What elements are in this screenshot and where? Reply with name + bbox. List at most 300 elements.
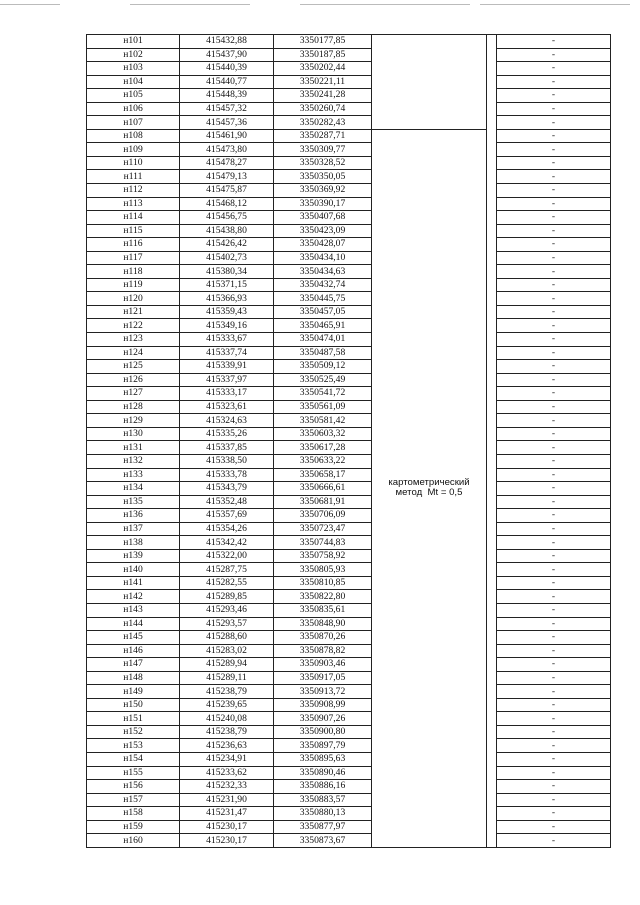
table-row (87, 89, 611, 103)
y-coordinate-cell: 3350890,46 (274, 766, 372, 780)
table-row (87, 725, 611, 739)
dash-cell: - (497, 671, 611, 685)
dash-cell: - (497, 536, 611, 550)
dash-cell: - (497, 590, 611, 604)
table-row (87, 414, 611, 428)
table-row (87, 319, 611, 333)
dash-cell: - (497, 224, 611, 238)
dash-cell: - (497, 48, 611, 62)
dash-cell: - (497, 75, 611, 89)
point-id-cell: н139 (87, 549, 180, 563)
dash-cell: - (497, 387, 611, 401)
y-coordinate-cell: 3350723,47 (274, 522, 372, 536)
dash-cell: - (497, 102, 611, 116)
dash-cell: - (497, 89, 611, 103)
x-coordinate-cell: 415354,26 (180, 522, 274, 536)
dash-cell: - (497, 251, 611, 265)
x-coordinate-cell: 415371,15 (180, 278, 274, 292)
table-row (87, 400, 611, 414)
table-row (87, 576, 611, 590)
table-row (87, 603, 611, 617)
table-row (87, 685, 611, 699)
x-coordinate-cell: 415440,77 (180, 75, 274, 89)
y-coordinate-cell: 3350810,85 (274, 576, 372, 590)
x-coordinate-cell: 415234,91 (180, 752, 274, 766)
y-coordinate-cell: 3350835,61 (274, 603, 372, 617)
x-coordinate-cell: 415461,90 (180, 129, 274, 143)
point-id-cell: н104 (87, 75, 180, 89)
x-coordinate-cell: 415293,57 (180, 617, 274, 631)
x-coordinate-cell: 415233,62 (180, 766, 274, 780)
point-id-cell: н159 (87, 820, 180, 834)
point-id-cell: н119 (87, 278, 180, 292)
point-id-cell: н117 (87, 251, 180, 265)
point-id-cell: н155 (87, 766, 180, 780)
y-coordinate-cell: 3350369,92 (274, 184, 372, 198)
accuracy-label: метод Mt = 0,5 (395, 487, 463, 499)
table-row (87, 360, 611, 374)
y-coordinate-cell: 3350457,05 (274, 305, 372, 319)
x-coordinate-cell: 415426,42 (180, 238, 274, 252)
scan-top-edge (0, 4, 640, 6)
table-row (87, 305, 611, 319)
y-coordinate-cell: 3350474,01 (274, 333, 372, 347)
x-coordinate-cell: 415230,17 (180, 834, 274, 848)
table-row (87, 35, 611, 49)
y-coordinate-cell: 3350177,85 (274, 35, 372, 49)
method-cell-empty (372, 35, 487, 130)
dash-cell: - (497, 278, 611, 292)
y-coordinate-cell: 3350282,43 (274, 116, 372, 130)
point-id-cell: н136 (87, 509, 180, 523)
table-row (87, 563, 611, 577)
dash-cell: - (497, 441, 611, 455)
y-coordinate-cell: 3350805,93 (274, 563, 372, 577)
point-id-cell: н125 (87, 360, 180, 374)
y-coordinate-cell: 3350434,63 (274, 265, 372, 279)
table-row (87, 427, 611, 441)
table-row (87, 184, 611, 198)
point-id-cell: н118 (87, 265, 180, 279)
point-id-cell: н108 (87, 129, 180, 143)
y-coordinate-cell: 3350432,74 (274, 278, 372, 292)
y-coordinate-cell: 3350260,74 (274, 102, 372, 116)
dash-cell: - (497, 197, 611, 211)
dash-cell: - (497, 820, 611, 834)
x-coordinate-cell: 415293,46 (180, 603, 274, 617)
dash-cell: - (497, 766, 611, 780)
point-id-cell: н135 (87, 495, 180, 509)
point-id-cell: н112 (87, 184, 180, 198)
y-coordinate-cell: 3350917,05 (274, 671, 372, 685)
dash-cell: - (497, 116, 611, 130)
dash-cell: - (497, 658, 611, 672)
point-id-cell: н124 (87, 346, 180, 360)
y-coordinate-cell: 3350407,68 (274, 211, 372, 225)
y-coordinate-cell: 3350509,12 (274, 360, 372, 374)
y-coordinate-cell: 3350561,09 (274, 400, 372, 414)
y-coordinate-cell: 3350908,99 (274, 698, 372, 712)
x-coordinate-cell: 415475,87 (180, 184, 274, 198)
point-id-cell: н113 (87, 197, 180, 211)
y-coordinate-cell: 3350744,83 (274, 536, 372, 550)
dash-cell: - (497, 346, 611, 360)
point-id-cell: н153 (87, 739, 180, 753)
point-id-cell: н107 (87, 116, 180, 130)
y-coordinate-cell: 3350883,57 (274, 793, 372, 807)
y-coordinate-cell: 3350603,32 (274, 427, 372, 441)
y-coordinate-cell: 3350309,77 (274, 143, 372, 157)
table-row (87, 265, 611, 279)
y-coordinate-cell: 3350873,67 (274, 834, 372, 848)
x-coordinate-cell: 415230,17 (180, 820, 274, 834)
table-row (87, 712, 611, 726)
point-id-cell: н114 (87, 211, 180, 225)
dash-cell: - (497, 468, 611, 482)
x-coordinate-cell: 415457,32 (180, 102, 274, 116)
table-row (87, 441, 611, 455)
table-row (87, 631, 611, 645)
dash-cell: - (497, 305, 611, 319)
table-row (87, 116, 611, 130)
table-row (87, 143, 611, 157)
point-id-cell: н103 (87, 62, 180, 76)
x-coordinate-cell: 415289,94 (180, 658, 274, 672)
point-id-cell: н123 (87, 333, 180, 347)
dash-cell: - (497, 319, 611, 333)
table-row (87, 333, 611, 347)
dash-cell: - (497, 360, 611, 374)
x-coordinate-cell: 415337,85 (180, 441, 274, 455)
y-coordinate-cell: 3350328,52 (274, 156, 372, 170)
table-row (87, 129, 611, 143)
y-coordinate-cell: 3350241,28 (274, 89, 372, 103)
dash-cell: - (497, 482, 611, 496)
table-row (87, 793, 611, 807)
dash-cell: - (497, 454, 611, 468)
table-row (87, 102, 611, 116)
y-coordinate-cell: 3350658,17 (274, 468, 372, 482)
point-id-cell: н140 (87, 563, 180, 577)
y-coordinate-cell: 3350581,42 (274, 414, 372, 428)
x-coordinate-cell: 415236,63 (180, 739, 274, 753)
x-coordinate-cell: 415349,16 (180, 319, 274, 333)
point-id-cell: н116 (87, 238, 180, 252)
dash-cell: - (497, 129, 611, 143)
dash-cell: - (497, 509, 611, 523)
point-id-cell: н121 (87, 305, 180, 319)
point-id-cell: н126 (87, 373, 180, 387)
x-coordinate-cell: 415238,79 (180, 725, 274, 739)
x-coordinate-cell: 415333,17 (180, 387, 274, 401)
x-coordinate-cell: 415432,88 (180, 35, 274, 49)
dash-cell: - (497, 373, 611, 387)
point-id-cell: н150 (87, 698, 180, 712)
x-coordinate-cell: 415231,90 (180, 793, 274, 807)
dash-cell: - (497, 685, 611, 699)
y-coordinate-cell: 3350895,63 (274, 752, 372, 766)
x-coordinate-cell: 415282,55 (180, 576, 274, 590)
point-id-cell: н110 (87, 156, 180, 170)
table-row (87, 752, 611, 766)
x-coordinate-cell: 415288,60 (180, 631, 274, 645)
point-id-cell: н111 (87, 170, 180, 184)
dash-cell: - (497, 807, 611, 821)
dash-cell: - (497, 631, 611, 645)
point-id-cell: н137 (87, 522, 180, 536)
x-coordinate-cell: 415339,91 (180, 360, 274, 374)
dash-cell: - (497, 265, 611, 279)
point-id-cell: н102 (87, 48, 180, 62)
dash-cell: - (497, 35, 611, 49)
table-row (87, 766, 611, 780)
point-id-cell: н109 (87, 143, 180, 157)
y-coordinate-cell: 3350434,10 (274, 251, 372, 265)
x-coordinate-cell: 415240,08 (180, 712, 274, 726)
dash-cell: - (497, 292, 611, 306)
point-id-cell: н138 (87, 536, 180, 550)
x-coordinate-cell: 415337,74 (180, 346, 274, 360)
y-coordinate-cell: 3350445,75 (274, 292, 372, 306)
x-coordinate-cell: 415456,75 (180, 211, 274, 225)
dash-cell: - (497, 414, 611, 428)
table-row (87, 834, 611, 848)
table-row (87, 387, 611, 401)
x-coordinate-cell: 415357,69 (180, 509, 274, 523)
table-row (87, 739, 611, 753)
y-coordinate-cell: 3350907,26 (274, 712, 372, 726)
dash-cell: - (497, 62, 611, 76)
y-coordinate-cell: 3350706,09 (274, 509, 372, 523)
x-coordinate-cell: 415468,12 (180, 197, 274, 211)
dash-cell: - (497, 495, 611, 509)
y-coordinate-cell: 3350390,17 (274, 197, 372, 211)
table-row (87, 211, 611, 225)
point-id-cell: н142 (87, 590, 180, 604)
dash-cell: - (497, 238, 611, 252)
point-id-cell: н146 (87, 644, 180, 658)
table-row (87, 224, 611, 238)
y-coordinate-cell: 3350633,22 (274, 454, 372, 468)
point-id-cell: н129 (87, 414, 180, 428)
column-gap (487, 35, 497, 848)
y-coordinate-cell: 3350221,11 (274, 75, 372, 89)
point-id-cell: н115 (87, 224, 180, 238)
y-coordinate-cell: 3350487,58 (274, 346, 372, 360)
x-coordinate-cell: 415238,79 (180, 685, 274, 699)
point-id-cell: н120 (87, 292, 180, 306)
x-coordinate-cell: 415338,50 (180, 454, 274, 468)
point-id-cell: н132 (87, 454, 180, 468)
dash-cell: - (497, 576, 611, 590)
table-row (87, 251, 611, 265)
table-row (87, 698, 611, 712)
x-coordinate-cell: 415337,97 (180, 373, 274, 387)
x-coordinate-cell: 415239,65 (180, 698, 274, 712)
x-coordinate-cell: 415448,39 (180, 89, 274, 103)
table-row (87, 549, 611, 563)
point-id-cell: н122 (87, 319, 180, 333)
dash-cell: - (497, 603, 611, 617)
y-coordinate-cell: 3350878,82 (274, 644, 372, 658)
y-coordinate-cell: 3350525,49 (274, 373, 372, 387)
point-id-cell: н130 (87, 427, 180, 441)
x-coordinate-cell: 415323,61 (180, 400, 274, 414)
dash-cell: - (497, 644, 611, 658)
table-row (87, 780, 611, 794)
point-id-cell: н144 (87, 617, 180, 631)
table-row (87, 170, 611, 184)
method-label: картометрический (388, 477, 470, 489)
point-id-cell: н127 (87, 387, 180, 401)
x-coordinate-cell: 415440,39 (180, 62, 274, 76)
dash-cell: - (497, 184, 611, 198)
dash-cell: - (497, 143, 611, 157)
point-id-cell: н143 (87, 603, 180, 617)
x-coordinate-cell: 415231,47 (180, 807, 274, 821)
dash-cell: - (497, 211, 611, 225)
y-coordinate-cell: 3350758,92 (274, 549, 372, 563)
x-coordinate-cell: 415289,11 (180, 671, 274, 685)
y-coordinate-cell: 3350202,44 (274, 62, 372, 76)
y-coordinate-cell: 3350187,85 (274, 48, 372, 62)
x-coordinate-cell: 415283,02 (180, 644, 274, 658)
point-id-cell: н160 (87, 834, 180, 848)
point-id-cell: н134 (87, 482, 180, 496)
x-coordinate-cell: 415359,43 (180, 305, 274, 319)
table-row (87, 48, 611, 62)
point-id-cell: н152 (87, 725, 180, 739)
point-id-cell: н141 (87, 576, 180, 590)
dash-cell: - (497, 780, 611, 794)
dash-cell: - (497, 725, 611, 739)
y-coordinate-cell: 3350617,28 (274, 441, 372, 455)
point-id-cell: н147 (87, 658, 180, 672)
y-coordinate-cell: 3350903,46 (274, 658, 372, 672)
x-coordinate-cell: 415438,80 (180, 224, 274, 238)
dash-cell: - (497, 563, 611, 577)
point-id-cell: н158 (87, 807, 180, 821)
y-coordinate-cell: 3350287,71 (274, 129, 372, 143)
point-id-cell: н101 (87, 35, 180, 49)
y-coordinate-cell: 3350886,16 (274, 780, 372, 794)
method-cell (372, 129, 487, 847)
point-id-cell: н149 (87, 685, 180, 699)
x-coordinate-cell: 415479,13 (180, 170, 274, 184)
table-row (87, 590, 611, 604)
y-coordinate-cell: 3350541,72 (274, 387, 372, 401)
x-coordinate-cell: 415333,78 (180, 468, 274, 482)
y-coordinate-cell: 3350870,26 (274, 631, 372, 645)
table-row (87, 346, 611, 360)
y-coordinate-cell: 3350423,09 (274, 224, 372, 238)
table-row (87, 495, 611, 509)
table-row (87, 482, 611, 496)
y-coordinate-cell: 3350428,07 (274, 238, 372, 252)
table-row (87, 509, 611, 523)
table-row (87, 617, 611, 631)
x-coordinate-cell: 415333,67 (180, 333, 274, 347)
y-coordinate-cell: 3350350,05 (274, 170, 372, 184)
dash-cell: - (497, 617, 611, 631)
point-id-cell: н157 (87, 793, 180, 807)
table-row (87, 292, 611, 306)
x-coordinate-cell: 415232,33 (180, 780, 274, 794)
dash-cell: - (497, 698, 611, 712)
coordinates-table-body (87, 35, 611, 848)
dash-cell: - (497, 333, 611, 347)
x-coordinate-cell: 415473,80 (180, 143, 274, 157)
dash-cell: - (497, 752, 611, 766)
table-row (87, 238, 611, 252)
table-row (87, 536, 611, 550)
x-coordinate-cell: 415366,93 (180, 292, 274, 306)
table-row (87, 373, 611, 387)
y-coordinate-cell: 3350877,97 (274, 820, 372, 834)
y-coordinate-cell: 3350880,13 (274, 807, 372, 821)
y-coordinate-cell: 3350666,61 (274, 482, 372, 496)
x-coordinate-cell: 415287,75 (180, 563, 274, 577)
table-row (87, 468, 611, 482)
x-coordinate-cell: 415457,36 (180, 116, 274, 130)
dash-cell: - (497, 712, 611, 726)
y-coordinate-cell: 3350465,91 (274, 319, 372, 333)
dash-cell: - (497, 793, 611, 807)
x-coordinate-cell: 415437,90 (180, 48, 274, 62)
point-id-cell: н106 (87, 102, 180, 116)
x-coordinate-cell: 415402,73 (180, 251, 274, 265)
dash-cell: - (497, 400, 611, 414)
point-id-cell: н151 (87, 712, 180, 726)
x-coordinate-cell: 415324,63 (180, 414, 274, 428)
y-coordinate-cell: 3350681,91 (274, 495, 372, 509)
x-coordinate-cell: 415343,79 (180, 482, 274, 496)
table-row (87, 820, 611, 834)
point-id-cell: н148 (87, 671, 180, 685)
y-coordinate-cell: 3350900,80 (274, 725, 372, 739)
point-id-cell: н154 (87, 752, 180, 766)
table-row (87, 644, 611, 658)
x-coordinate-cell: 415380,34 (180, 265, 274, 279)
dash-cell: - (497, 156, 611, 170)
coordinates-table (86, 34, 611, 848)
table-row (87, 62, 611, 76)
x-coordinate-cell: 415342,42 (180, 536, 274, 550)
y-coordinate-cell: 3350897,79 (274, 739, 372, 753)
point-id-cell: н105 (87, 89, 180, 103)
dash-cell: - (497, 427, 611, 441)
point-id-cell: н145 (87, 631, 180, 645)
dash-cell: - (497, 522, 611, 536)
table-row (87, 75, 611, 89)
point-id-cell: н133 (87, 468, 180, 482)
table-row (87, 671, 611, 685)
point-id-cell: н156 (87, 780, 180, 794)
point-id-cell: н128 (87, 400, 180, 414)
table-row (87, 278, 611, 292)
x-coordinate-cell: 415322,00 (180, 549, 274, 563)
point-id-cell: н131 (87, 441, 180, 455)
dash-cell: - (497, 739, 611, 753)
table-row (87, 807, 611, 821)
table-row (87, 454, 611, 468)
y-coordinate-cell: 3350913,72 (274, 685, 372, 699)
y-coordinate-cell: 3350822,80 (274, 590, 372, 604)
x-coordinate-cell: 415352,48 (180, 495, 274, 509)
dash-cell: - (497, 170, 611, 184)
table-row (87, 197, 611, 211)
dash-cell: - (497, 549, 611, 563)
